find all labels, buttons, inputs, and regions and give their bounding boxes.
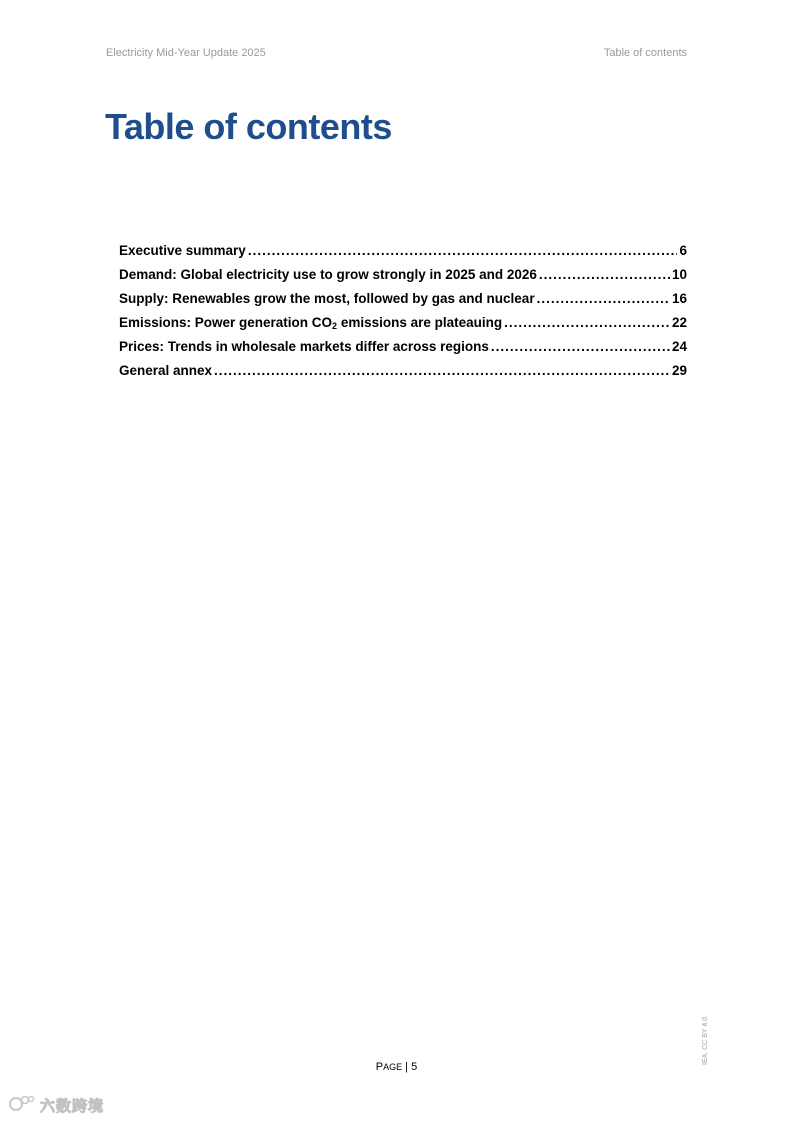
page-footer — [0, 1061, 793, 1073]
toc-entry-prices[interactable] — [119, 339, 687, 363]
page-label: PAGE — [375, 1061, 403, 1073]
toc-dot-leader — [491, 339, 670, 354]
license-credit: IEA. CC BY 4.0. — [702, 1014, 709, 1065]
watermark — [8, 1094, 104, 1117]
toc-entry-executive-summary[interactable] — [119, 243, 687, 267]
toc-page-number: 22 — [671, 315, 687, 330]
toc-entry-title: Executive summary — [119, 243, 246, 258]
toc-page-number: 24 — [671, 339, 687, 354]
toc-entry-demand[interactable] — [119, 267, 687, 291]
toc-dot-leader — [539, 267, 670, 282]
toc-entry-title: Supply: Renewables grow the most, followed by gas and nuclear — [119, 291, 535, 306]
toc-entry-supply[interactable] — [119, 291, 687, 315]
toc-entry-emissions[interactable] — [119, 315, 687, 339]
toc-entry-title — [119, 315, 502, 330]
toc-entry-title-part: Emissions: Power generation CO — [119, 315, 333, 330]
toc-entry-title-part: emissions are plateauing — [337, 315, 503, 330]
table-of-contents — [119, 243, 687, 387]
toc-dot-leader — [537, 291, 670, 306]
running-header-section: Table of contents — [603, 47, 687, 59]
running-header-report-title: Electricity Mid-Year Update 2025 — [106, 47, 266, 59]
toc-entry-title: Demand: Global electricity use to grow strongly in 2025 and 2026 — [119, 267, 537, 282]
page-separator: | — [402, 1061, 412, 1073]
page-title: Table of contents — [105, 106, 392, 147]
watermark-text: 六数跨境 — [40, 1098, 105, 1115]
toc-page-number: 6 — [679, 243, 687, 258]
watermark-logo-icon — [8, 1094, 36, 1117]
co2-subscript: 2 — [332, 321, 338, 331]
toc-dot-leader — [248, 243, 678, 258]
toc-dot-leader — [504, 315, 670, 330]
toc-page-number: 10 — [671, 267, 687, 282]
toc-page-number: 29 — [671, 363, 687, 378]
toc-page-number: 16 — [671, 291, 687, 306]
toc-entry-title: General annex — [119, 363, 213, 378]
page-number: 5 — [411, 1061, 418, 1073]
toc-entry-general-annex[interactable] — [119, 363, 687, 387]
toc-entry-title: Prices: Trends in wholesale markets differ across regions — [119, 339, 489, 354]
toc-dot-leader — [214, 363, 670, 378]
